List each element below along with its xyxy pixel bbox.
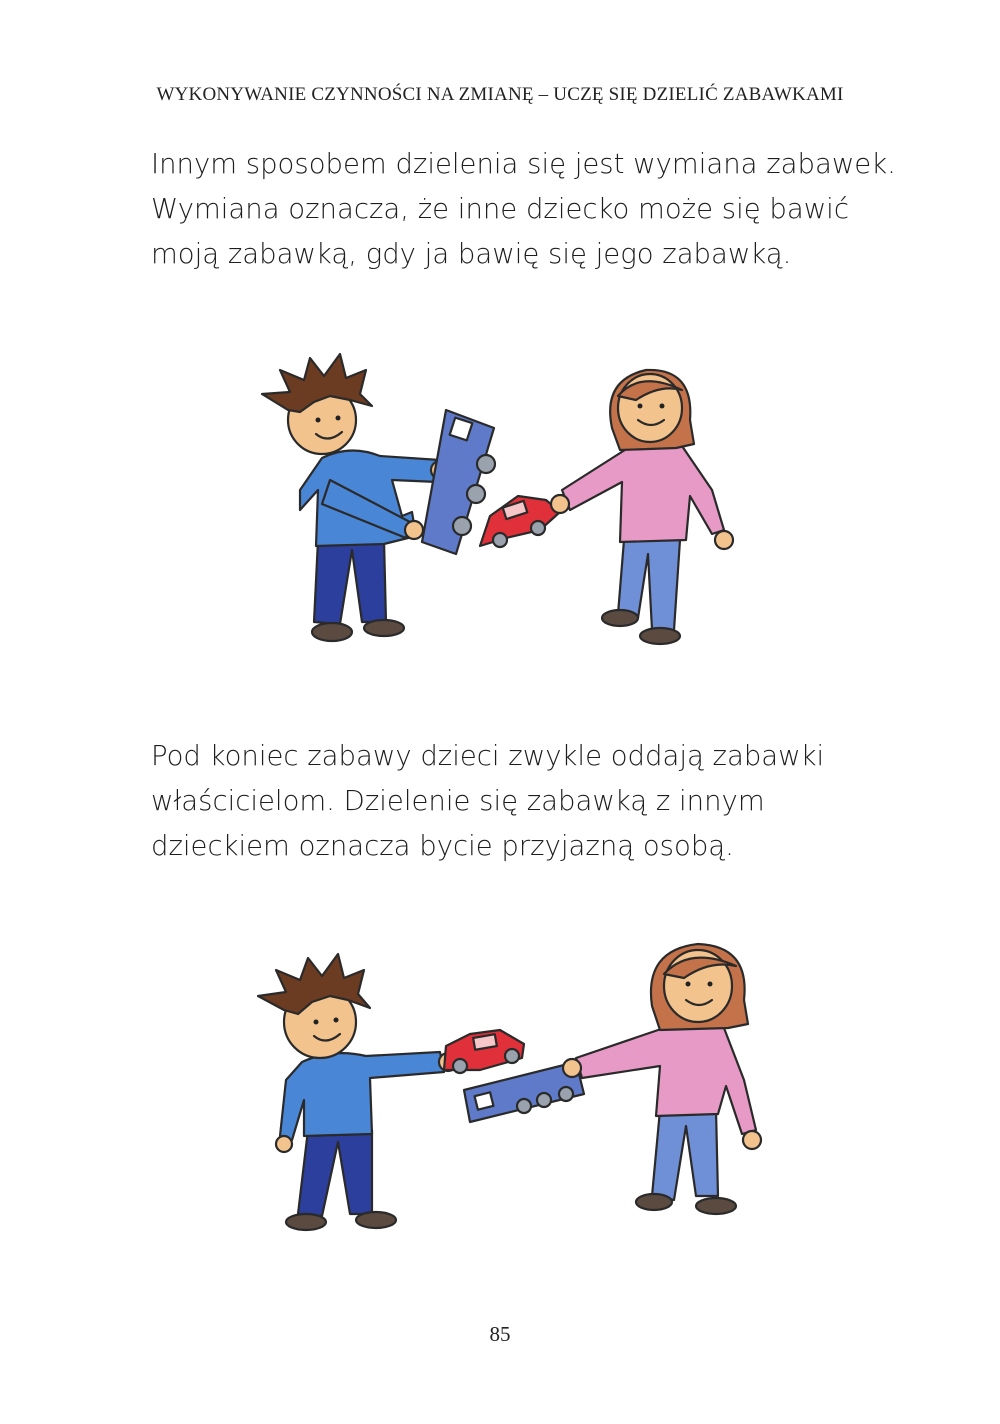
paragraph-line: właścicielom. Dzielenie się zabawką z innym — [151, 785, 765, 817]
paragraph-exchange — [151, 142, 911, 277]
paragraph-line: dzieckiem oznacza bycie przyjazną osobą. — [151, 830, 734, 862]
paragraph-line: moją zabawką, gdy ja bawię się jego zabawką. — [151, 238, 792, 270]
girl-figure — [563, 944, 761, 1214]
page-number: 85 — [489, 1322, 511, 1346]
paragraph-line: Innym sposobem dzielenia się jest wymiana zabawek. — [151, 148, 896, 180]
illustration-return — [0, 930, 1000, 1240]
paragraph-line: Pod koniec zabawy dzieci zwykle oddają zabawki — [151, 740, 825, 772]
girl-figure — [551, 370, 733, 644]
toy-car — [444, 1030, 524, 1073]
toy-car — [480, 496, 560, 547]
illustration-exchange — [0, 340, 1000, 660]
paragraph-return — [151, 734, 911, 869]
running-header: WYKONYWANIE CZYNNOŚCI NA ZMIANĘ – UCZĘ SIĘ DZIELIĆ ZABAWKAMI — [156, 84, 844, 105]
boy-figure — [262, 354, 449, 641]
paragraph-line: Wymiana oznacza, że inne dziecko może się bawić — [151, 193, 849, 225]
boy-figure — [258, 954, 457, 1230]
